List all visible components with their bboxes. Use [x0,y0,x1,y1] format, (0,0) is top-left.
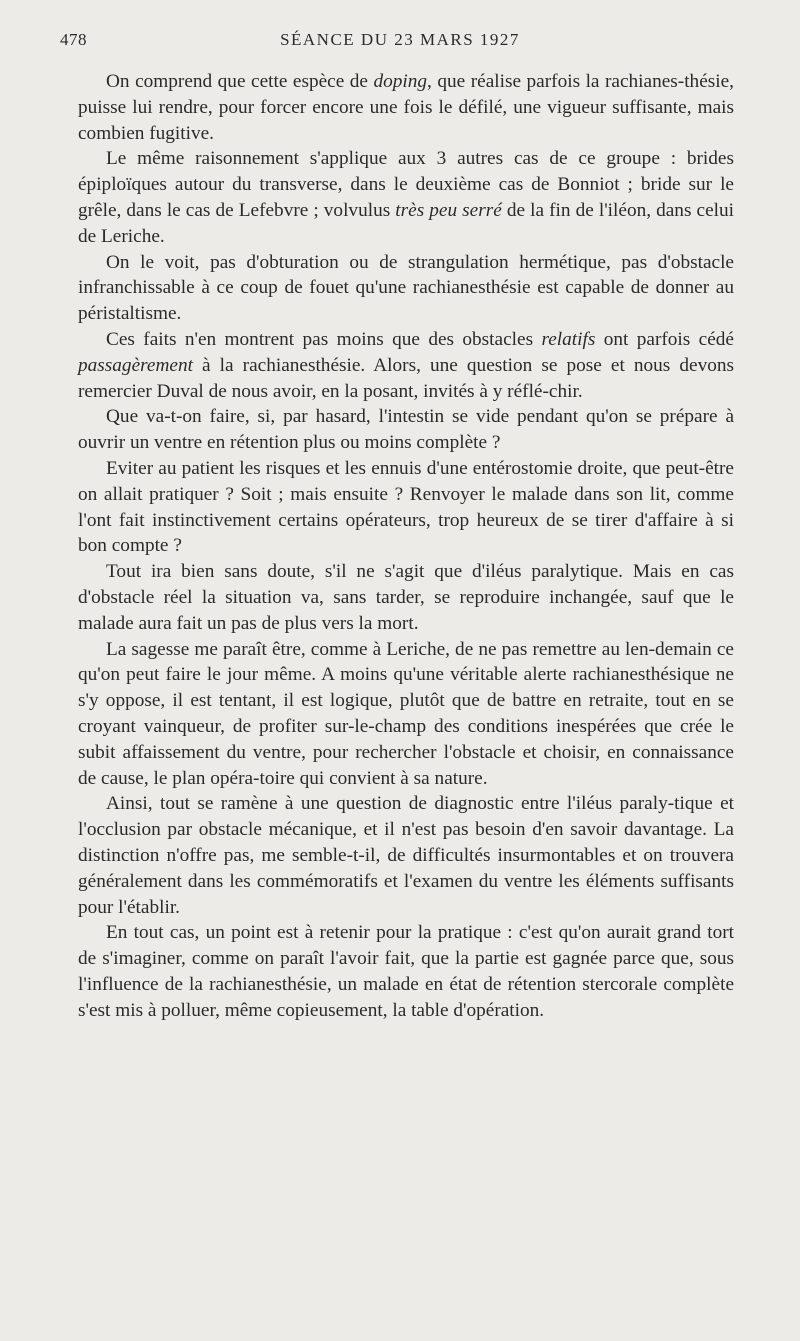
paragraph: On le voit, pas d'obturation ou de strangulation hermétique, pas d'obstacle infranchissable à ce coup de fouet qu'une rachianesthésie est capable de donner au péristaltisme. [78,251,734,325]
emphasis: relatifs [541,328,596,350]
paragraph: Ces faits n'en montrent pas moins que des obstacles relatifs ont parfois cédé passagèrement à la rachianesthésie. Alors, une question se pose et nous devons remercier Duval de nous avoir, en la posant, invités à y réflé-chir. [78,328,734,402]
paragraph: Eviter au patient les risques et les ennuis d'une entérostomie droite, que peut-être on allait pratiquer ? Soit ; mais ensuite ? Renvoyer le malade dans son lit, comme l'ont fait instinctivement certains opérateurs, trop heureux de se tirer d'affaire à si bon compte ? [78,457,734,557]
paragraph: En tout cas, un point est à retenir pour la pratique : c'est qu'on aurait grand tort de s'imaginer, comme on paraît l'avoir fait, que la partie est gagnée parce que, sous l'influence de la rachianesthésie, un malade en état de rétention stercorale complète s'est mis à polluer, même copieusement, la table d'opération. [78,922,734,1021]
paragraph: On comprend que cette espèce de doping, que réalise parfois la rachianes-thésie, puisse lui rendre, pour forcer encore une fois le défilé, une vigueur suffisante, mais combien fugitive. [78,71,734,144]
body-text [78,69,734,1023]
page-header [60,30,740,52]
emphasis: doping [373,71,428,92]
emphasis: très peu serré [395,199,502,221]
paragraph: Le même raisonnement s'applique aux 3 autres cas de ce groupe : brides épiploïques autour du transverse, dans le deuxième cas de Bonniot ; bride sur le grêle, dans le cas de Lefebvre ; volvulus très peu serré de la fin de l'iléon, dans celui de Leriche. [78,148,734,247]
paragraph: Ainsi, tout se ramène à une question de diagnostic entre l'iléus paraly-tique et l'occlusion par obstacle mécanique, et il n'est pas besoin d'en savoir davantage. La distinction n'offre pas, me semble-t-il, de difficultés insurmontables et on trouvera généralement dans les commémoratifs et l'examen du ventre les éléments suffisants pour l'établir. [78,793,734,918]
page-number: 478 [60,30,87,49]
running-title: SÉANCE DU 23 MARS 1927 [280,30,520,49]
emphasis: passagèrement [78,354,193,376]
paragraph: La sagesse me paraît être, comme à Leriche, de ne pas remettre au len-demain ce qu'on peut faire le jour même. A moins qu'une véritable alerte rachianesthésique ne s'y oppose, il est tentant, il est logique, plutôt que de battre en retraite, tout en se croyant vainqueur, de profiter sur-le-champ des conditions inespérées que crée le subit affaissement du ventre, pour rechercher l'obstacle et choisir, en connaissance de cause, le plan opéra-toire qui convient à sa nature. [78,638,734,789]
paragraph: Tout ira bien sans doute, s'il ne s'agit que d'iléus paralytique. Mais en cas d'obstacle réel la situation va, sans tarder, se reproduire inchangée, sauf que le malade aura fait un pas de plus vers la mort. [78,561,734,634]
paragraph: Que va-t-on faire, si, par hasard, l'intestin se vide pendant qu'on se prépare à ouvrir un ventre en rétention plus ou moins complète ? [78,406,734,454]
